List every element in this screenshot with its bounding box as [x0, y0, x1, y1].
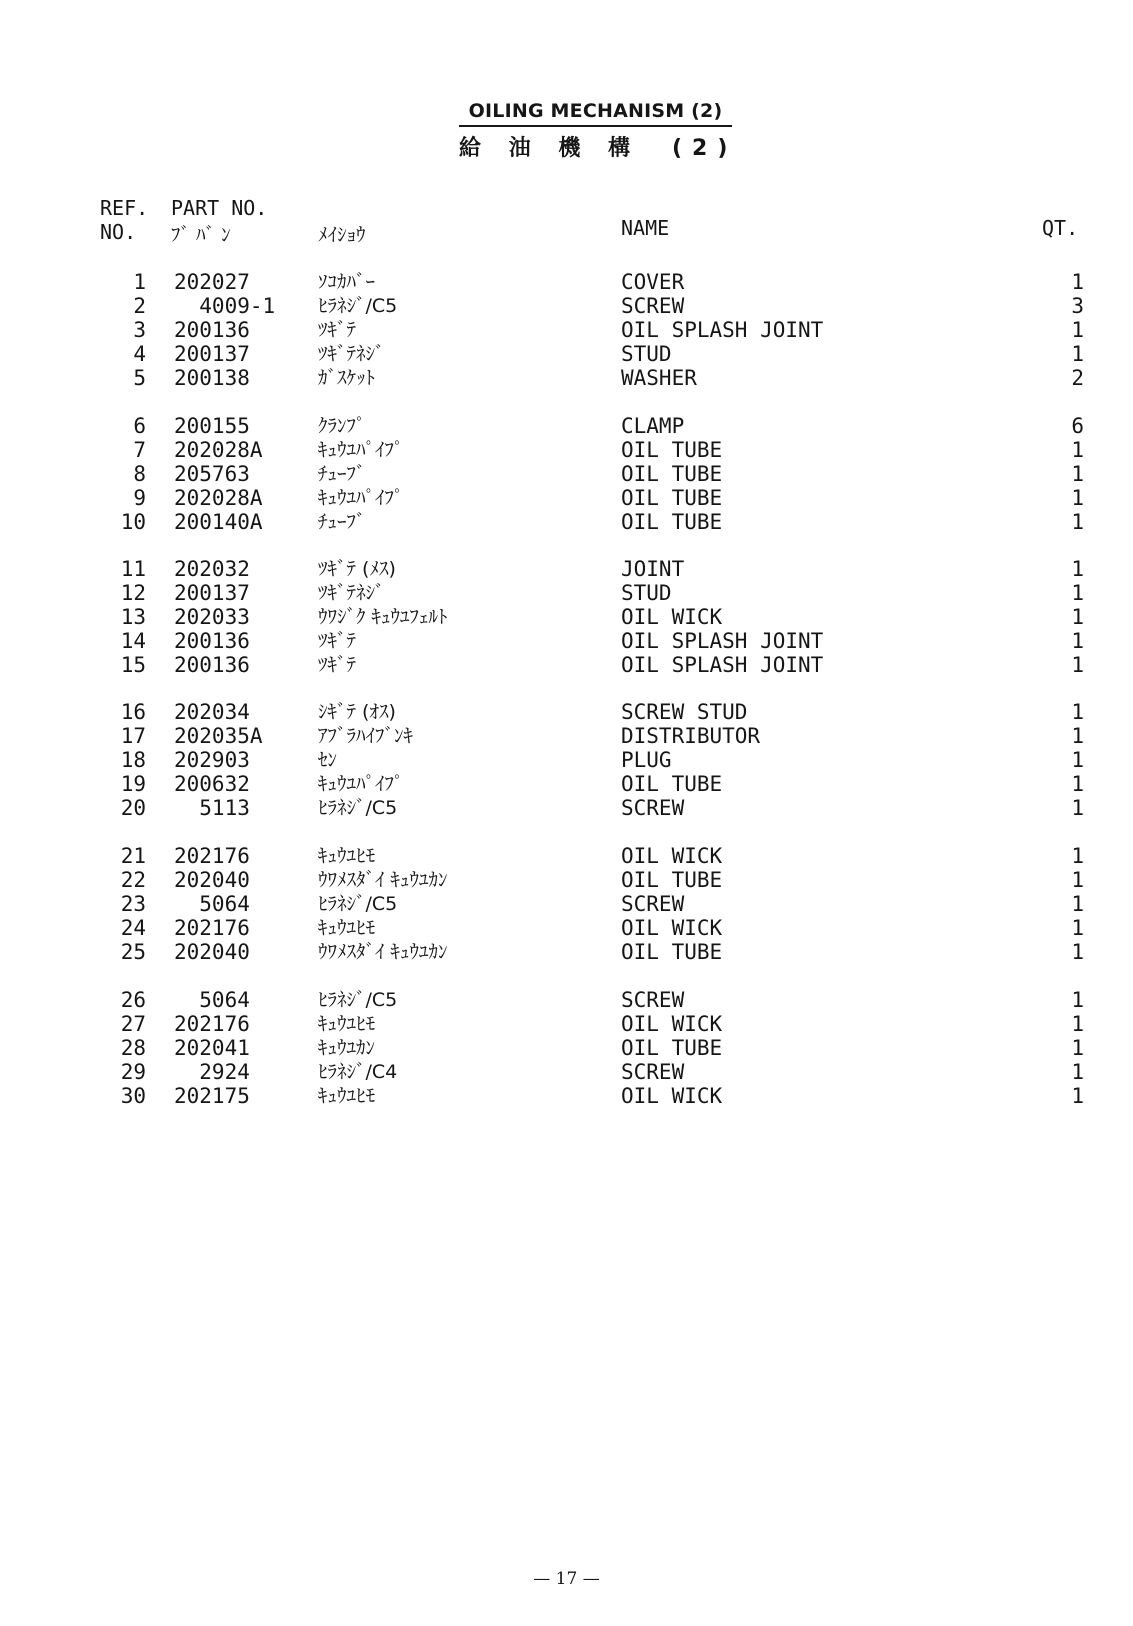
ref-number: 8: [133, 461, 146, 486]
ref-number: 14: [120, 628, 146, 653]
kana-name: ﾂｷﾞﾃ (ﾒｽ): [318, 558, 396, 580]
part-name: SCREW: [621, 293, 685, 318]
kana-name: ｼｷﾞﾃ (ｵｽ): [318, 701, 396, 723]
quantity: 1: [1071, 557, 1084, 581]
part-number: 200136: [174, 652, 250, 677]
kana-name: ﾁｭｰﾌﾞ: [318, 462, 366, 485]
table-row: [0, 724, 1133, 748]
kana-name: ｾﾝ: [318, 748, 338, 771]
ref-number: 5: [133, 365, 146, 390]
kana-name: ﾋﾗﾈｼﾞ/C5: [318, 294, 398, 317]
part-name: SCREW: [621, 795, 685, 820]
part-name: OIL WICK: [621, 1083, 723, 1108]
part-header-line1: PART NO.: [171, 196, 268, 220]
quantity: 1: [1071, 341, 1084, 366]
quantity: 1: [1071, 939, 1084, 964]
quantity: 1: [1071, 723, 1084, 748]
table-row: [0, 940, 1133, 964]
quantity: 1: [1071, 437, 1084, 462]
part-number: 5113: [174, 795, 250, 820]
quantity: 1: [1071, 317, 1084, 342]
part-name: STUD: [621, 580, 672, 605]
ref-number: 17: [120, 723, 146, 748]
part-number: 200138: [174, 365, 250, 390]
kana-name: ｷｭｳﾕﾋﾓ: [318, 916, 376, 939]
kana-name: ｿｺｶﾊﾞｰ: [318, 271, 376, 293]
quantity: 1: [1071, 844, 1084, 868]
table-row: [0, 700, 1133, 724]
kana-name: ﾂｷﾞﾃ: [318, 318, 357, 341]
part-name: COVER: [621, 270, 685, 294]
part-name: OIL WICK: [621, 1011, 723, 1036]
kana-name: ﾂｷﾞﾃﾈｼﾞ: [318, 342, 385, 365]
ref-number: 28: [120, 1035, 146, 1060]
part-number: 202040: [174, 939, 250, 964]
part-number: 202032: [174, 557, 250, 581]
part-number: 202041: [174, 1035, 250, 1060]
table-row: [0, 748, 1133, 772]
ref-number: 15: [120, 652, 146, 677]
part-name: SCREW: [621, 1059, 685, 1084]
part-name: OIL TUBE: [621, 771, 723, 796]
part-number: 202034: [174, 700, 250, 724]
part-number: 202028A: [174, 437, 263, 462]
ref-number: 21: [120, 844, 146, 868]
table-row: [0, 892, 1133, 916]
ref-header-line2: NO.: [100, 220, 137, 244]
part-number: 2924: [174, 1059, 250, 1084]
part-number: 202903: [174, 747, 250, 772]
kana-name: ｷｭｳﾕｶﾝ: [318, 1036, 376, 1059]
kana-name: ﾂｷﾞﾃ: [318, 629, 357, 652]
part-name: OIL WICK: [621, 604, 723, 629]
table-row: [0, 318, 1133, 342]
ref-number: 12: [120, 580, 146, 605]
table-row: [0, 581, 1133, 605]
part-number: 200137: [174, 341, 250, 366]
ref-number: 10: [120, 509, 146, 534]
table-row: [0, 796, 1133, 820]
quantity: 1: [1071, 747, 1084, 772]
part-name: OIL SPLASH JOINT: [621, 317, 824, 342]
page-title: OILING MECHANISM (2): [459, 100, 732, 127]
part-name: OIL WICK: [621, 915, 723, 940]
part-name: DISTRIBUTOR: [621, 723, 761, 748]
quantity: 1: [1071, 652, 1084, 677]
part-name: STUD: [621, 341, 672, 366]
ref-number: 7: [133, 437, 146, 462]
quantity: 1: [1071, 628, 1084, 653]
kana-name: ｷｭｳﾕﾊﾟｲﾌﾟ: [318, 486, 404, 509]
kana-name: ｷｭｳﾕﾊﾟｲﾌﾟ: [318, 772, 404, 795]
page-subtitle: 給 油 機 構 (2): [459, 136, 738, 161]
page-heading: [459, 100, 738, 162]
ref-number: 3: [133, 317, 146, 342]
ref-number: 27: [120, 1011, 146, 1036]
ref-number: 16: [120, 700, 146, 724]
table-row: [0, 605, 1133, 629]
kana-name-header: ﾒｲｼｮｳ: [318, 224, 366, 246]
part-number: 200136: [174, 317, 250, 342]
kana-name: ﾋﾗﾈｼﾞ/C5: [318, 989, 398, 1011]
ref-number: 6: [133, 414, 146, 438]
kana-name: ｳﾜﾒｽﾀﾞｲ ｷｭｳﾕｶﾝ: [318, 940, 448, 963]
kana-name: ﾂｷﾞﾃ: [318, 653, 357, 676]
part-name: PLUG: [621, 747, 672, 772]
table-row: [0, 1084, 1133, 1108]
kana-name: ﾋﾗﾈｼﾞ/C5: [318, 796, 398, 819]
table-row: [0, 486, 1133, 510]
ref-number: 20: [120, 795, 146, 820]
part-number: 200140A: [174, 509, 263, 534]
part-number: 5064: [174, 988, 250, 1012]
table-row: [0, 629, 1133, 653]
part-number: 202176: [174, 915, 250, 940]
quantity: 1: [1071, 988, 1084, 1012]
kana-name: ﾂｷﾞﾃﾈｼﾞ: [318, 581, 385, 604]
table-row: [0, 868, 1133, 892]
name-header: NAME: [621, 216, 670, 240]
ref-number: 13: [120, 604, 146, 629]
kana-name: ﾋﾗﾈｼﾞ/C5: [318, 892, 398, 915]
quantity: 1: [1071, 700, 1084, 724]
quantity: 1: [1071, 461, 1084, 486]
kana-name: ｷｭｳﾕﾋﾓ: [318, 845, 376, 867]
part-number: 200155: [174, 414, 250, 438]
part-number: 202033: [174, 604, 250, 629]
quantity: 1: [1071, 1011, 1084, 1036]
ref-number: 11: [120, 557, 146, 581]
quantity: 3: [1071, 293, 1084, 318]
quantity: 1: [1071, 1035, 1084, 1060]
kana-name: ｱﾌﾞﾗﾊｲﾌﾞﾝｷ: [318, 724, 414, 747]
kana-name: ｳﾜﾒｽﾀﾞｲ ｷｭｳﾕｶﾝ: [318, 868, 448, 891]
table-row: [0, 1036, 1133, 1060]
ref-number: 18: [120, 747, 146, 772]
part-number: 202176: [174, 1011, 250, 1036]
ref-number: 1: [133, 270, 146, 294]
ref-number: 4: [133, 341, 146, 366]
quantity: 1: [1071, 580, 1084, 605]
part-name: SCREW: [621, 988, 685, 1012]
part-number: 200137: [174, 580, 250, 605]
kana-name: ｷｭｳﾕﾋﾓ: [318, 1012, 376, 1035]
ref-number: 26: [120, 988, 146, 1012]
quantity: 1: [1071, 915, 1084, 940]
part-name: OIL SPLASH JOINT: [621, 652, 824, 677]
kana-name: ﾁｭｰﾌﾞ: [318, 510, 366, 533]
kana-name: ｷｭｳﾕﾊﾟｲﾌﾟ: [318, 438, 404, 461]
part-number: 5064: [174, 891, 250, 916]
table-row: [0, 916, 1133, 940]
part-name: SCREW: [621, 891, 685, 916]
quantity: 1: [1071, 604, 1084, 629]
part-number: 202176: [174, 844, 250, 868]
part-name: JOINT: [621, 557, 685, 581]
part-number: 202028A: [174, 485, 263, 510]
part-name: OIL TUBE: [621, 485, 723, 510]
part-name: OIL TUBE: [621, 939, 723, 964]
ref-number: 30: [120, 1083, 146, 1108]
quantity: 1: [1071, 485, 1084, 510]
ref-header-line1: REF.: [100, 196, 149, 220]
kana-name: ｷｭｳﾕﾋﾓ: [318, 1084, 376, 1107]
table-row: [0, 270, 1133, 294]
ref-number: 25: [120, 939, 146, 964]
part-name: OIL TUBE: [621, 437, 723, 462]
kana-name: ｶﾞｽｹｯﾄ: [318, 366, 376, 389]
table-row: [0, 366, 1133, 390]
part-number: 202035A: [174, 723, 263, 748]
part-name: CLAMP: [621, 414, 685, 438]
part-name: WASHER: [621, 365, 697, 390]
table-row: [0, 988, 1133, 1012]
part-header-line2: ﾌﾞ ﾊﾞ ﾝ: [171, 224, 231, 246]
part-name: SCREW STUD: [621, 700, 748, 724]
part-number: 202027: [174, 270, 250, 294]
quantity: 6: [1071, 414, 1084, 438]
part-number: 4009-1: [174, 293, 276, 318]
part-number: 205763: [174, 461, 250, 486]
kana-name: ｸﾗﾝﾌﾟ: [318, 415, 366, 437]
table-row: [0, 462, 1133, 486]
ref-number: 19: [120, 771, 146, 796]
part-name: OIL TUBE: [621, 509, 723, 534]
table-row: [0, 342, 1133, 366]
table-row: [0, 1012, 1133, 1036]
quantity: 1: [1071, 270, 1084, 294]
ref-number: 29: [120, 1059, 146, 1084]
kana-name: ｳﾜｼﾞｸ ｷｭｳﾕﾌｪﾙﾄ: [318, 605, 448, 628]
table-row: [0, 1060, 1133, 1084]
table-row: [0, 844, 1133, 868]
part-number: 202175: [174, 1083, 250, 1108]
table-row: [0, 653, 1133, 677]
part-name: OIL SPLASH JOINT: [621, 628, 824, 653]
ref-number: 24: [120, 915, 146, 940]
ref-number: 9: [133, 485, 146, 510]
page-number: — 17 —: [533, 1569, 600, 1589]
quantity: 1: [1071, 771, 1084, 796]
part-name: OIL TUBE: [621, 461, 723, 486]
table-row: [0, 510, 1133, 534]
table-row: [0, 414, 1133, 438]
ref-number: 22: [120, 867, 146, 892]
part-name: OIL TUBE: [621, 867, 723, 892]
quantity: 1: [1071, 509, 1084, 534]
ref-number: 23: [120, 891, 146, 916]
quantity: 1: [1071, 1083, 1084, 1108]
kana-name: ﾋﾗﾈｼﾞ/C4: [318, 1060, 398, 1083]
quantity: 1: [1071, 891, 1084, 916]
part-name: OIL WICK: [621, 844, 723, 868]
table-row: [0, 557, 1133, 581]
part-number: 202040: [174, 867, 250, 892]
quantity: 2: [1071, 365, 1084, 390]
qty-header: QT.: [1042, 216, 1079, 240]
part-number: 200136: [174, 628, 250, 653]
quantity: 1: [1071, 795, 1084, 820]
ref-number: 2: [133, 293, 146, 318]
table-row: [0, 772, 1133, 796]
table-row: [0, 438, 1133, 462]
part-name: OIL TUBE: [621, 1035, 723, 1060]
quantity: 1: [1071, 867, 1084, 892]
quantity: 1: [1071, 1059, 1084, 1084]
table-row: [0, 294, 1133, 318]
part-number: 200632: [174, 771, 250, 796]
